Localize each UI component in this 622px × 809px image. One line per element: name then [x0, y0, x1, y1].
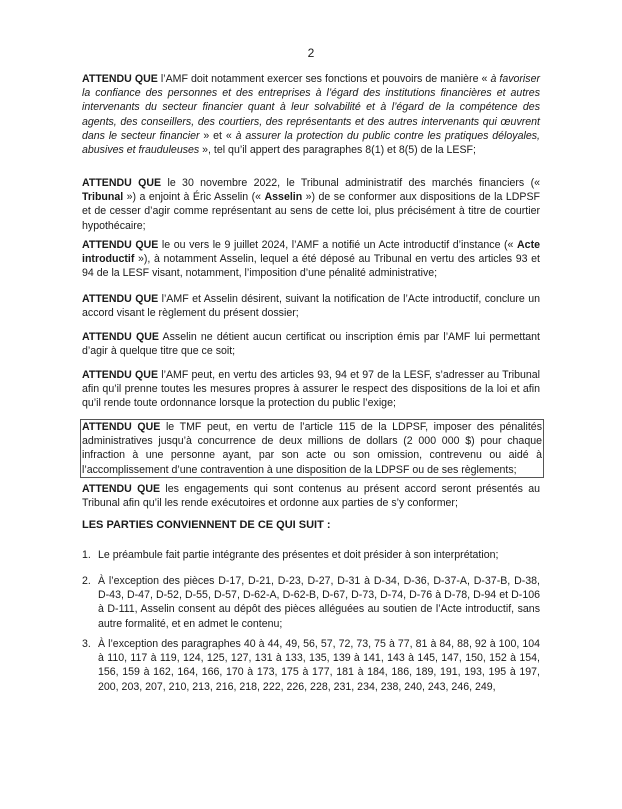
list-item-3: [82, 637, 540, 694]
recital-lead: ATTENDU QUE: [82, 239, 159, 251]
recital-paragraph-4: [82, 292, 540, 320]
recital-quote: à favoriser la confiance des personnes et des entreprises à l’égard des institutions financières et autres intervenants du secteur financier quant à leur solvabilité et à l’égard de la compétence des agents, des conseillers, des courtiers, des représentants et des autres intervenants qui œuvrent dans le secteur financier: [82, 73, 541, 142]
recital-paragraph-6: [82, 368, 540, 411]
page-number: 2: [307, 46, 315, 60]
list-item-number: 2.: [82, 575, 91, 587]
recital-text: ») de se conformer aux dispositions de la LDPSF et de cesser d’agir comme représentant au sens de cette loi, plus précisément à titre de courtier hypothécaire;: [82, 191, 540, 232]
recital-text: », tel qu’il appert des paragraphes 8(1) et 8(5) de la LESF;: [199, 144, 476, 157]
list-item-number: 1.: [82, 549, 91, 561]
list-item-number: 3.: [82, 638, 91, 650]
list-item-2: [82, 574, 540, 631]
recital-lead: ATTENDU QUE: [82, 177, 162, 189]
recital-text: le 30 novembre 2022, le Tribunal administratif des marchés financiers («: [161, 177, 540, 189]
recital-text: ») a enjoint à Éric Asselin («: [123, 191, 265, 204]
recital-text: Asselin ne détient aucun certificat ou inscription émis par l’AMF lui permettant d’agir à quelque titre que ce soit;: [82, 331, 540, 358]
recital-paragraph-3: [82, 238, 540, 281]
recital-text: l’AMF doit notamment exercer ses fonctions et pouvoirs de manière «: [157, 73, 491, 85]
recital-text: » et «: [199, 129, 236, 142]
recital-paragraph-7: [80, 419, 544, 478]
defined-term: Tribunal: [82, 191, 124, 204]
list-item-text: Le préambule fait partie intégrante des présentes et doit présider à son interprétation;: [98, 549, 499, 561]
defined-term: Asselin: [264, 191, 303, 204]
recital-text: »), à notamment Asselin, lequel a été déposé au Tribunal en vertu des articles 93 et 94 de la LESF visant, notamment, l’imposition d’une pénalité administrative;: [82, 253, 540, 280]
recital-quote: à assurer la protection du public contre les pratiques déloyales, abusives et frauduleuses: [82, 129, 540, 157]
recital-text: le ou vers le 9 juillet 2024, l’AMF a notifié un Acte introductif d’instance («: [158, 239, 518, 251]
list-item-text: À l’exception des pièces D-17, D-21, D-23, D-27, D-31 à D-34, D-36, D-37-A, D-37-B, D-38, D-43, D-47, D-52, D-55, D-57, D-62-A, D-62-B, D-67, D-73, D-74, D-76 à D-78, D-94 et D-106 à D-111, Asselin consent au dépôt des pièces alléguées au soutien de l’Acte introductif, sans autre formalité, et en admet le contenu;: [98, 575, 540, 630]
recital-text: les engagements qui sont contenus au présent accord seront présentés au Tribunal afin qu’il les rende exécutoires et ordonne aux parties de s’y conformer;: [82, 483, 540, 510]
recital-lead: ATTENDU QUE: [82, 73, 158, 85]
recital-paragraph-5: [82, 330, 540, 358]
recital-lead: ATTENDU QUE: [82, 331, 159, 343]
section-heading: LES PARTIES CONVIENNENT DE CE QUI SUIT :: [82, 519, 331, 531]
recital-paragraph-2: [82, 176, 540, 233]
list-item-1: [82, 548, 540, 562]
recital-lead: ATTENDU QUE: [82, 293, 159, 305]
recital-paragraph-8: [82, 482, 540, 510]
recital-text: le TMF peut, en vertu de l’article 115 de la LDPSF, imposer des pénalités administratives jusqu’à concurrence de deux millions de dollars (2 000 000 $) pour chaque infraction à une personne ayant, par son acte ou son omission, contrevenu ou aidé à l’accomplissement d’une contravention à une disposition de la LDPSF ou de ses règlements;: [82, 421, 542, 476]
recital-text: l’AMF peut, en vertu des articles 93, 94 et 97 de la LESF, s’adresser au Tribunal afin qu’il prenne toutes les mesures propres à assurer le respect des dispositions de la loi et afin qu’il rende toute ordonnance lorsque la protection du public l’exige;: [82, 369, 540, 410]
recital-paragraph-1: [82, 72, 540, 157]
list-item-text: À l’exception des paragraphes 40 à 44, 49, 56, 57, 72, 73, 75 à 77, 81 à 84, 88, 92 à 100, 104 à 110, 117 à 119, 124, 125, 127, 131 à 133, 135, 139 à 141, 143 à 145, 147, 150, 152 à 154, 156, 159 à 162, 164, 166, 170 à 173, 175 à 177, 181 à 184, 186, 189, 191, 193, 195 à 197, 200, 203, 207, 210, 213, 216, 218, 222, 226, 228, 231, 234, 238, 240, 243, 246, 249,: [98, 638, 540, 693]
defined-term: Acte introductif: [82, 239, 540, 266]
recital-lead: ATTENDU QUE: [82, 421, 161, 433]
recital-lead: ATTENDU QUE: [82, 369, 159, 381]
recital-text: l’AMF et Asselin désirent, suivant la notification de l’Acte introductif, conclure un accord visant le règlement du présent dossier;: [82, 293, 540, 320]
recital-lead: ATTENDU QUE: [82, 483, 161, 495]
